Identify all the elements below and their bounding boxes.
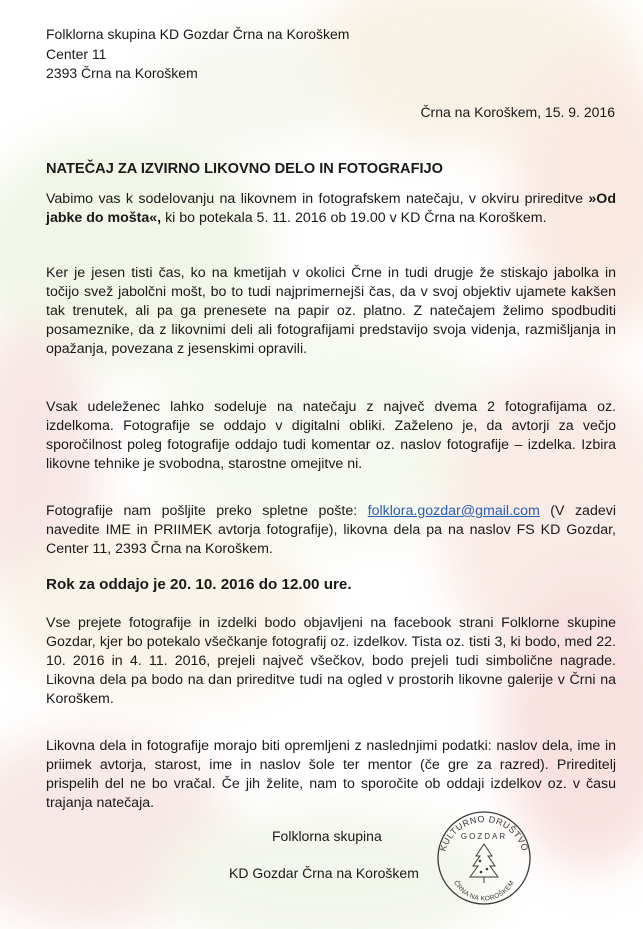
stamp-middle-text: GOZDAR (460, 832, 508, 841)
place-and-date: Črna na Koroškem, 15. 9. 2016 (420, 104, 615, 120)
motivation-paragraph: Ker je jesen tisti čas, ko na kmetijah v okolici Črne in tudi drugje že stiskajo jabolka in točijo svež jabolčni mošt, bo to tudi najprimernejši čas, da v svoj objektiv ujamete kakšen tak trenutek, ali pa ga prenesete na papir oz. platno. Z natečajem želimo spodbuditi posameznike, da z likovnimi deli ali fotografijami predstavijo svoja videnja, razmišljanja in opažanja, povezana z jesenskimi opravili. (46, 265, 616, 357)
rules-paragraph: Vsak udeleženec lahko sodeluje na natečaju z največ dvema 2 fotografijama oz. izdelkoma. Fotografije se oddajo v digitalni obliki. Zaželeno je, da avtorji za večjo sporočilnost poleg fotografije oddajo tudi komentar oz. naslov fotografije – izdelka. Izbira likovne tehnike je svobodna, starostne omejitve ni. (46, 399, 616, 472)
sender-street: Center 11 (46, 45, 107, 62)
stamp-top-text: KULTURNO DRUŠTVO (437, 813, 531, 853)
event-name: »Od jabke do mošta«, (46, 191, 616, 226)
stamp-bottom-text: ČRNA NA KOROŠKEM (452, 879, 516, 903)
sender-city: 2393 Črna na Koroškem (46, 65, 198, 81)
tree-icon (470, 844, 498, 883)
deadline-notice: Rok za oddajo je 20. 10. 2016 do 12.00 ure. (46, 576, 352, 593)
voting-paragraph: Vse prejete fotografije in izdelki bodo objavljeni na facebook strani Folklorne skupine Gozdar, kjer bo potekalo všečkanje fotografij oz. izdelkov. Tista oz. tisti 3, ki bodo, med 22. 10. 2016 in 4. 11. 2016, prejeli največ všečkov, bodo prejeli tudi simbolične nagrade. Likovna dela pa bodo na dan prireditve tudi na ogled v prostorih likovne galerije v Črni na Koroškem. (46, 615, 616, 707)
submission-text-start: Fotografije nam pošljite preko spletne pošte: (46, 503, 368, 519)
signature-line-1: Folklorna skupina (272, 828, 382, 844)
document-title: NATEČAJ ZA IZVIRNO LIKOVNO DELO IN FOTOGRAFIJO (46, 161, 444, 177)
stamp-ring (438, 812, 530, 904)
submission-text-end: (V zadevi navedite IME in PRIIMEK avtorja fotografije), likovna dela pa na naslov FS KD Gozdar, Center 11, 2393 Črna na Koroškem. (46, 503, 616, 557)
invitation-text-start: Vabimo vas k sodelovanju na likovnem in fotografskem natečaju, v okviru prireditve (46, 191, 589, 207)
signature-line-2: KD Gozdar Črna na Koroškem (229, 865, 419, 881)
sender-name: Folklorna skupina KD Gozdar Črna na Koroškem (46, 26, 350, 42)
society-stamp (430, 806, 538, 906)
invitation-paragraph (46, 190, 616, 228)
sender-address (46, 25, 349, 84)
submission-paragraph (46, 502, 616, 559)
invitation-text-end: ki bo potekala 5. 11. 2016 ob 19.00 v KD Črna na Koroškem. (161, 210, 547, 226)
requirements-paragraph: Likovna dela in fotografije morajo biti opremljeni z naslednjimi podatki: naslov dela, ime in priimek avtorja, starost, ime in naslov šole ter mentor (če gre za razred). Prireditelj prispelih del ne bo vračal. Če jih želite, nam to sporočite ob oddaji izdelkov oz. v času trajanja natečaja. (46, 738, 616, 811)
email-link[interactable]: folklora.gozdar@gmail.com (367, 503, 540, 519)
